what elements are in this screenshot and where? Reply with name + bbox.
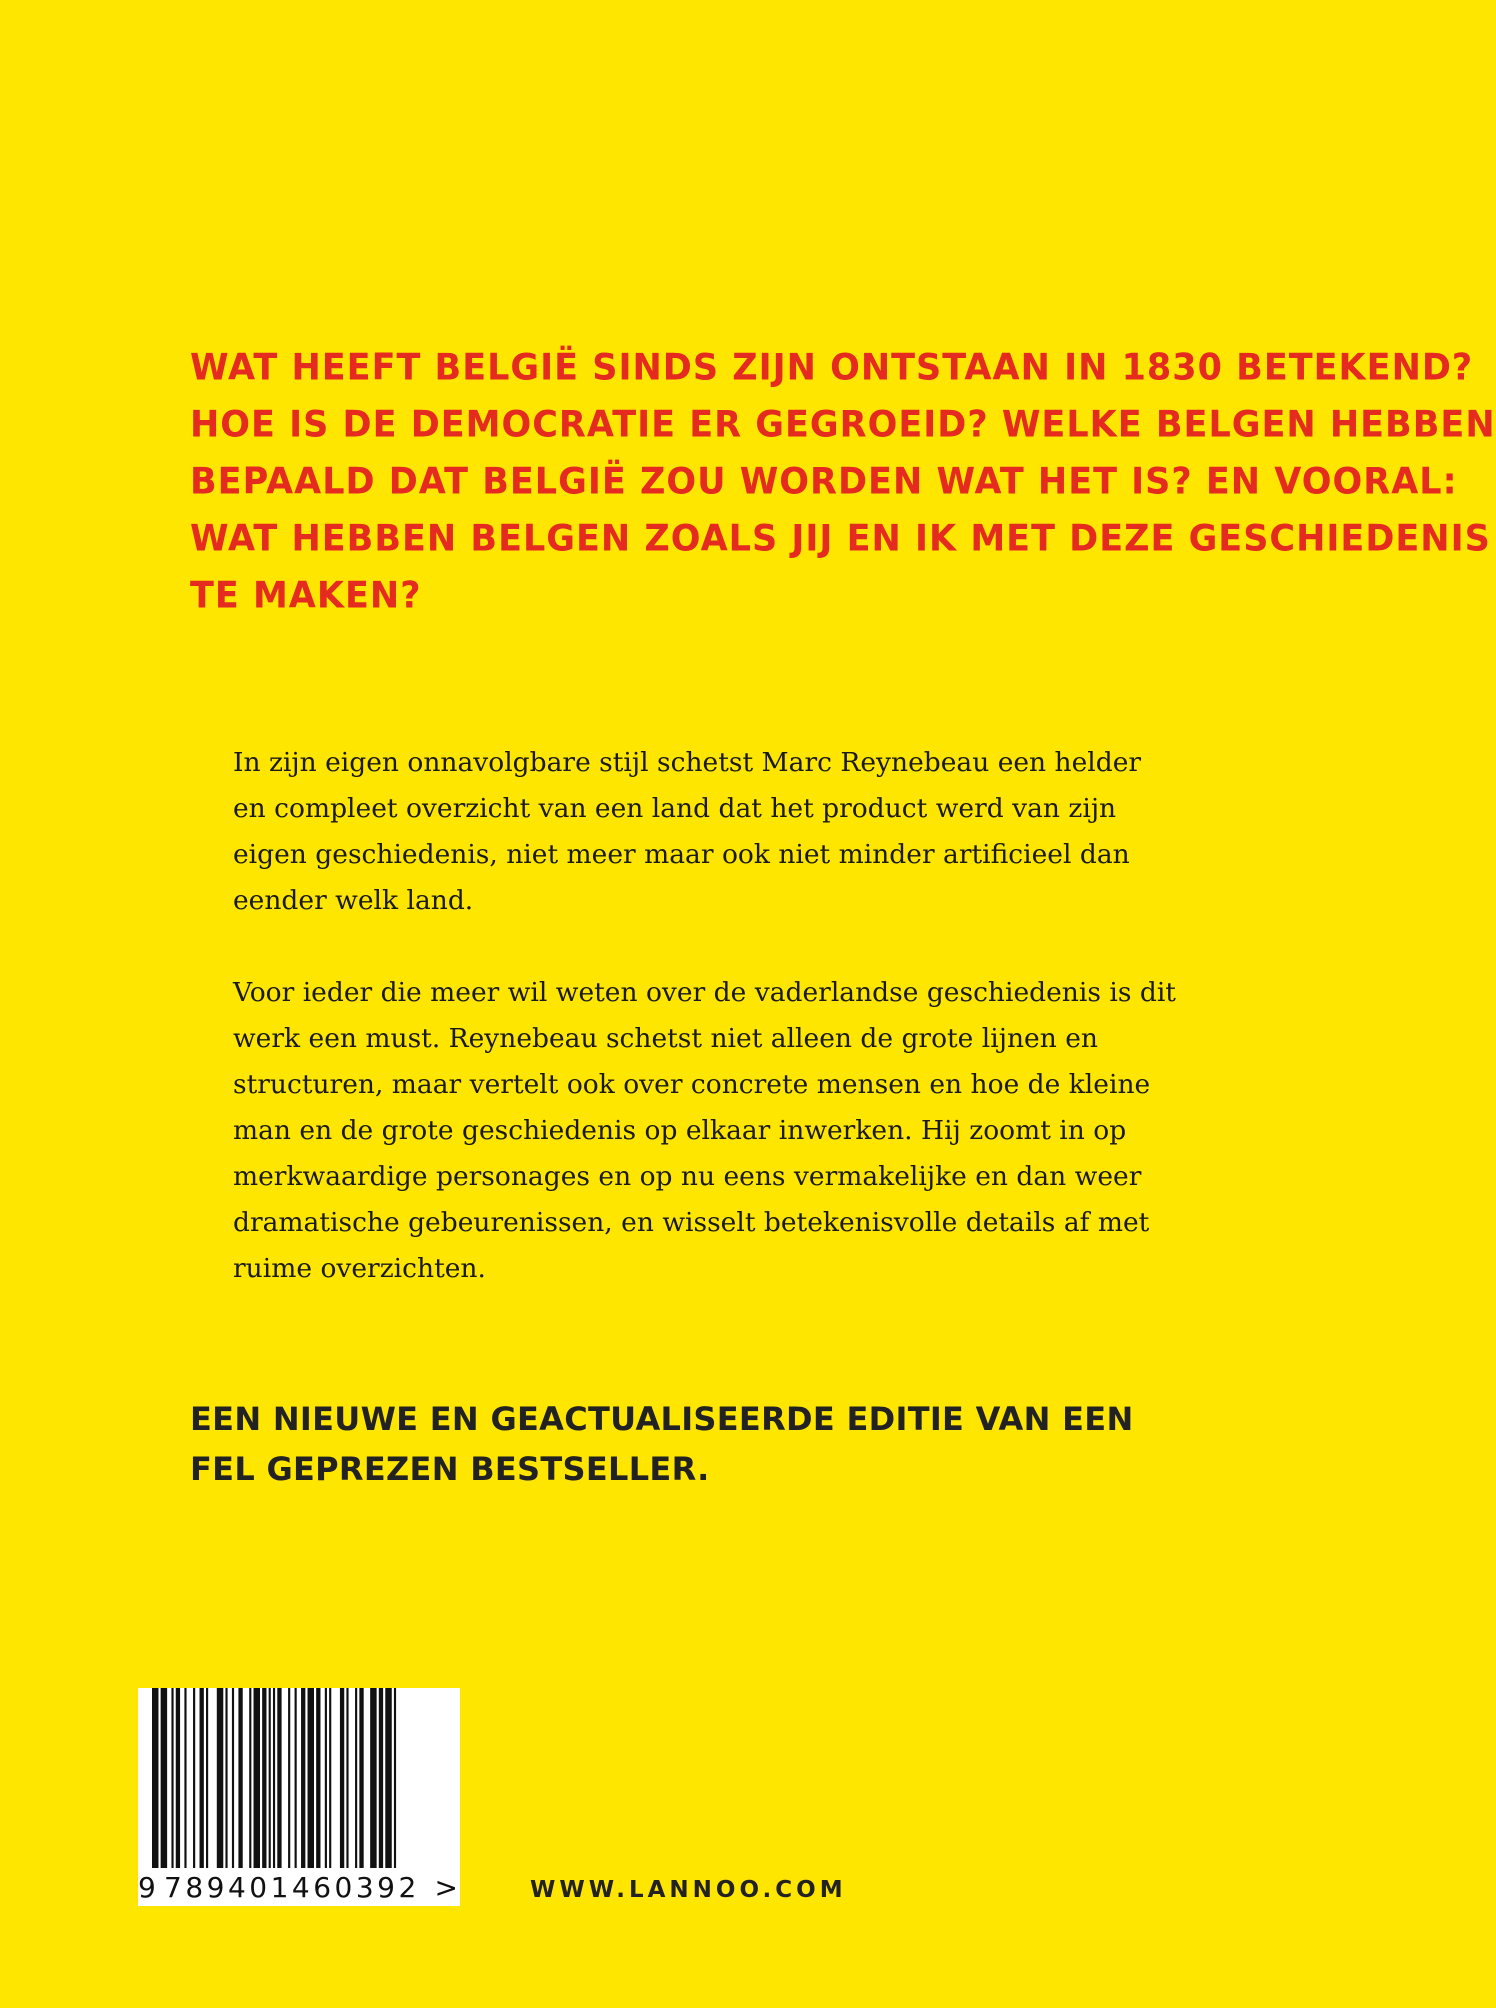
barcode-bar [254, 1688, 260, 1868]
barcode-bar [171, 1688, 173, 1868]
publisher-website: WWW.LANNOO.COM [530, 1877, 847, 1903]
headline-line: TE MAKEN? [190, 574, 422, 617]
barcode-bars [138, 1688, 460, 1868]
barcode-bar [193, 1688, 195, 1868]
barcode-bar [385, 1688, 391, 1868]
text-line: man en de grote geschiedenis op elkaar inwerken. Hij zoomt in op [233, 1115, 1127, 1146]
barcode-bar [232, 1688, 234, 1868]
text-line: eigen geschiedenis, niet meer maar ook niet minder artificieel dan [233, 839, 1130, 870]
text-line: en compleet overzicht van een land dat het product werd van zijn [233, 793, 1117, 824]
barcode-bar [295, 1688, 297, 1868]
text-line: Voor ieder die meer wil weten over de vaderlandse geschiedenis is dit [233, 977, 1176, 1008]
description-paragraph-2 [233, 970, 1176, 1292]
barcode-bar [269, 1688, 271, 1868]
edition-tagline [190, 1394, 1190, 1494]
barcode-arrow: > [434, 1871, 458, 1904]
barcode-lead-digit: 9 [138, 1871, 156, 1904]
tagline-line: EEN NIEUWE EN GEACTUALISEERDE EDITIE VAN EEN [190, 1400, 1134, 1438]
barcode-bar [273, 1688, 275, 1868]
barcode-bar [249, 1688, 251, 1868]
barcode-bar [262, 1688, 266, 1868]
book-description [233, 740, 1176, 1292]
headline-line: HOE IS DE DEMOCRATIE ER GEGROEID? WELKE BELGEN HEBBEN [190, 403, 1496, 446]
barcode-bar [370, 1688, 376, 1868]
text-line: dramatische gebeurenissen, en wisselt betekenisvolle details af met [233, 1207, 1150, 1238]
text-line: merkwaardige personages en op nu eens vermakelijke en dan weer [233, 1161, 1142, 1192]
barcode-bar [200, 1688, 204, 1868]
barcode-bar [340, 1688, 344, 1868]
barcode-bar [277, 1688, 281, 1868]
headline-line: WAT HEBBEN BELGEN ZOALS JIJ EN IK MET DEZE GESCHIEDENIS [190, 517, 1491, 560]
headline-line: WAT HEEFT BELGIË SINDS ZIJN ONTSTAAN IN 1830 BETEKEND? [190, 346, 1474, 389]
barcode-bar [225, 1688, 227, 1868]
barcode-bar [176, 1688, 180, 1868]
barcode-bar [301, 1688, 305, 1868]
barcode-bar [184, 1688, 186, 1868]
tagline-line: FEL GEPREZEN BESTSELLER. [190, 1450, 710, 1488]
barcode-bar [355, 1688, 357, 1868]
text-line: ruime overzichten. [233, 1253, 486, 1284]
barcode-digits [138, 1870, 460, 1906]
barcode-bar [394, 1688, 396, 1868]
barcode-bar [152, 1688, 158, 1868]
isbn-barcode [138, 1688, 460, 1906]
text-line: structuren, maar vertelt ook over concrete mensen en hoe de kleine [233, 1069, 1151, 1100]
barcode-bar [288, 1688, 290, 1868]
barcode-bar [346, 1688, 348, 1868]
barcode-bar [359, 1688, 363, 1868]
barcode-bar [325, 1688, 327, 1868]
headline-questions [190, 340, 1496, 625]
barcode-bar [238, 1688, 242, 1868]
barcode-bar [161, 1688, 167, 1868]
barcode-bar [308, 1688, 314, 1868]
barcode-bar [329, 1688, 331, 1868]
text-line: eender welk land. [233, 885, 474, 916]
barcode-bar [316, 1688, 320, 1868]
barcode-bar [206, 1688, 208, 1868]
barcode-number: 789401460392 [164, 1871, 420, 1904]
text-line: werk een must. Reynebeau schetst niet alleen de grote lijnen en [233, 1023, 1098, 1054]
barcode-bar [379, 1688, 383, 1868]
description-paragraph-1 [233, 740, 1142, 924]
headline-line: BEPAALD DAT BELGIË ZOU WORDEN WAT HET IS? EN VOORAL: [190, 460, 1458, 503]
barcode-bar [217, 1688, 223, 1868]
text-line: In zijn eigen onnavolgbare stijl schetst Marc Reynebeau een helder [233, 747, 1142, 778]
